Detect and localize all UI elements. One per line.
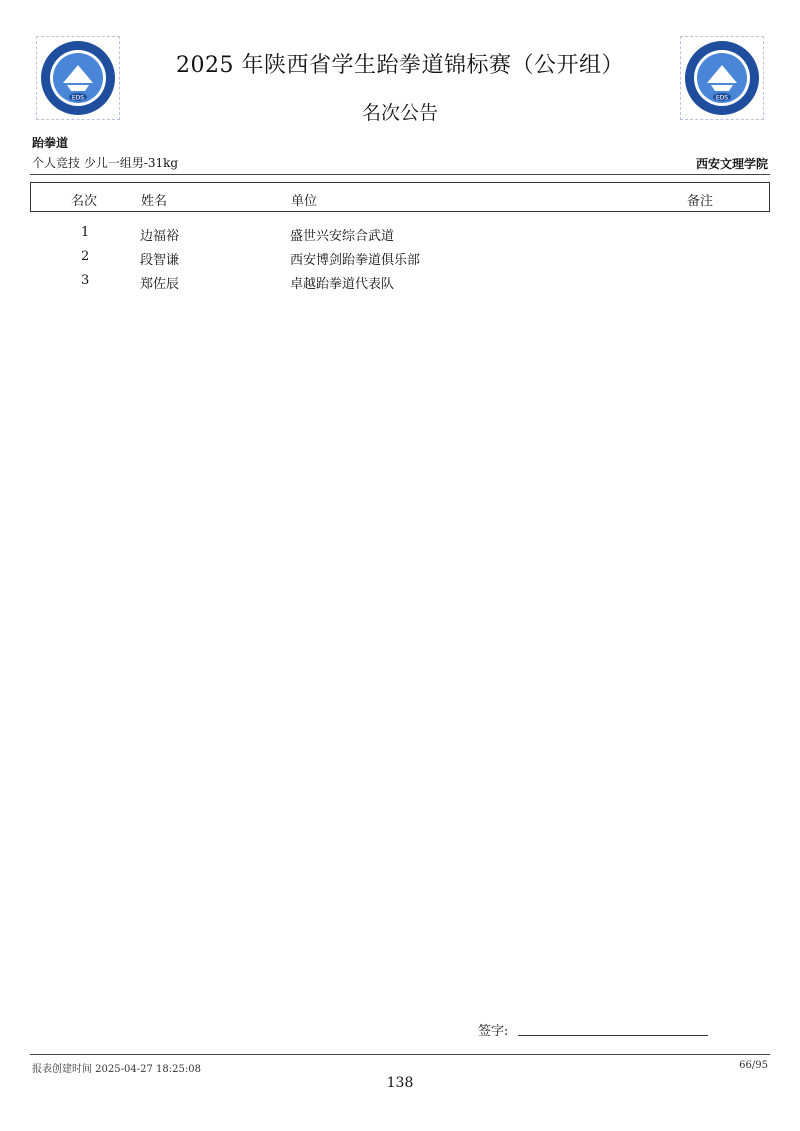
document-subtitle: 名次公告 xyxy=(361,102,438,124)
header-rank: 名次 xyxy=(71,194,98,209)
svg-text:EDS: EDS xyxy=(715,94,729,102)
table-header xyxy=(30,182,770,212)
signature-line xyxy=(518,1035,708,1036)
cell-unit: 西安博剑跆拳道俱乐部 xyxy=(290,253,421,268)
table-row xyxy=(30,246,770,270)
event-label: 个人竞技 少儿一组男-31kg xyxy=(32,156,179,170)
svg-text:EDS: EDS xyxy=(71,94,85,102)
page-number: 138 xyxy=(386,1075,414,1091)
cell-rank: 3 xyxy=(81,273,90,288)
cell-name: 段智谦 xyxy=(140,253,180,268)
sport-label: 跆拳道 xyxy=(32,136,69,150)
cell-unit: 盛世兴安综合武道 xyxy=(290,229,395,244)
header-note: 备注 xyxy=(687,194,714,209)
report-created-time: 报表创建时间 2025-04-27 18:25:08 xyxy=(32,1064,201,1075)
cell-rank: 1 xyxy=(81,225,90,240)
cell-name: 边福裕 xyxy=(140,229,180,244)
signature-label: 签字: xyxy=(478,1024,509,1039)
header-unit: 单位 xyxy=(291,194,318,209)
table-row xyxy=(30,222,770,246)
header-name: 姓名 xyxy=(141,194,168,209)
results-table xyxy=(30,222,770,294)
footer-divider xyxy=(30,1054,770,1055)
cell-unit: 卓越跆拳道代表队 xyxy=(290,277,395,292)
document-title: 2025 年陕西省学生跆拳道锦标赛（公开组） xyxy=(176,53,624,78)
header-divider xyxy=(30,174,770,175)
organizer-label: 西安文理学院 xyxy=(695,157,768,171)
cell-name: 郑佐辰 xyxy=(140,277,180,292)
cell-rank: 2 xyxy=(81,249,90,264)
page-count: 66/95 xyxy=(739,1060,768,1071)
table-row xyxy=(30,270,770,294)
